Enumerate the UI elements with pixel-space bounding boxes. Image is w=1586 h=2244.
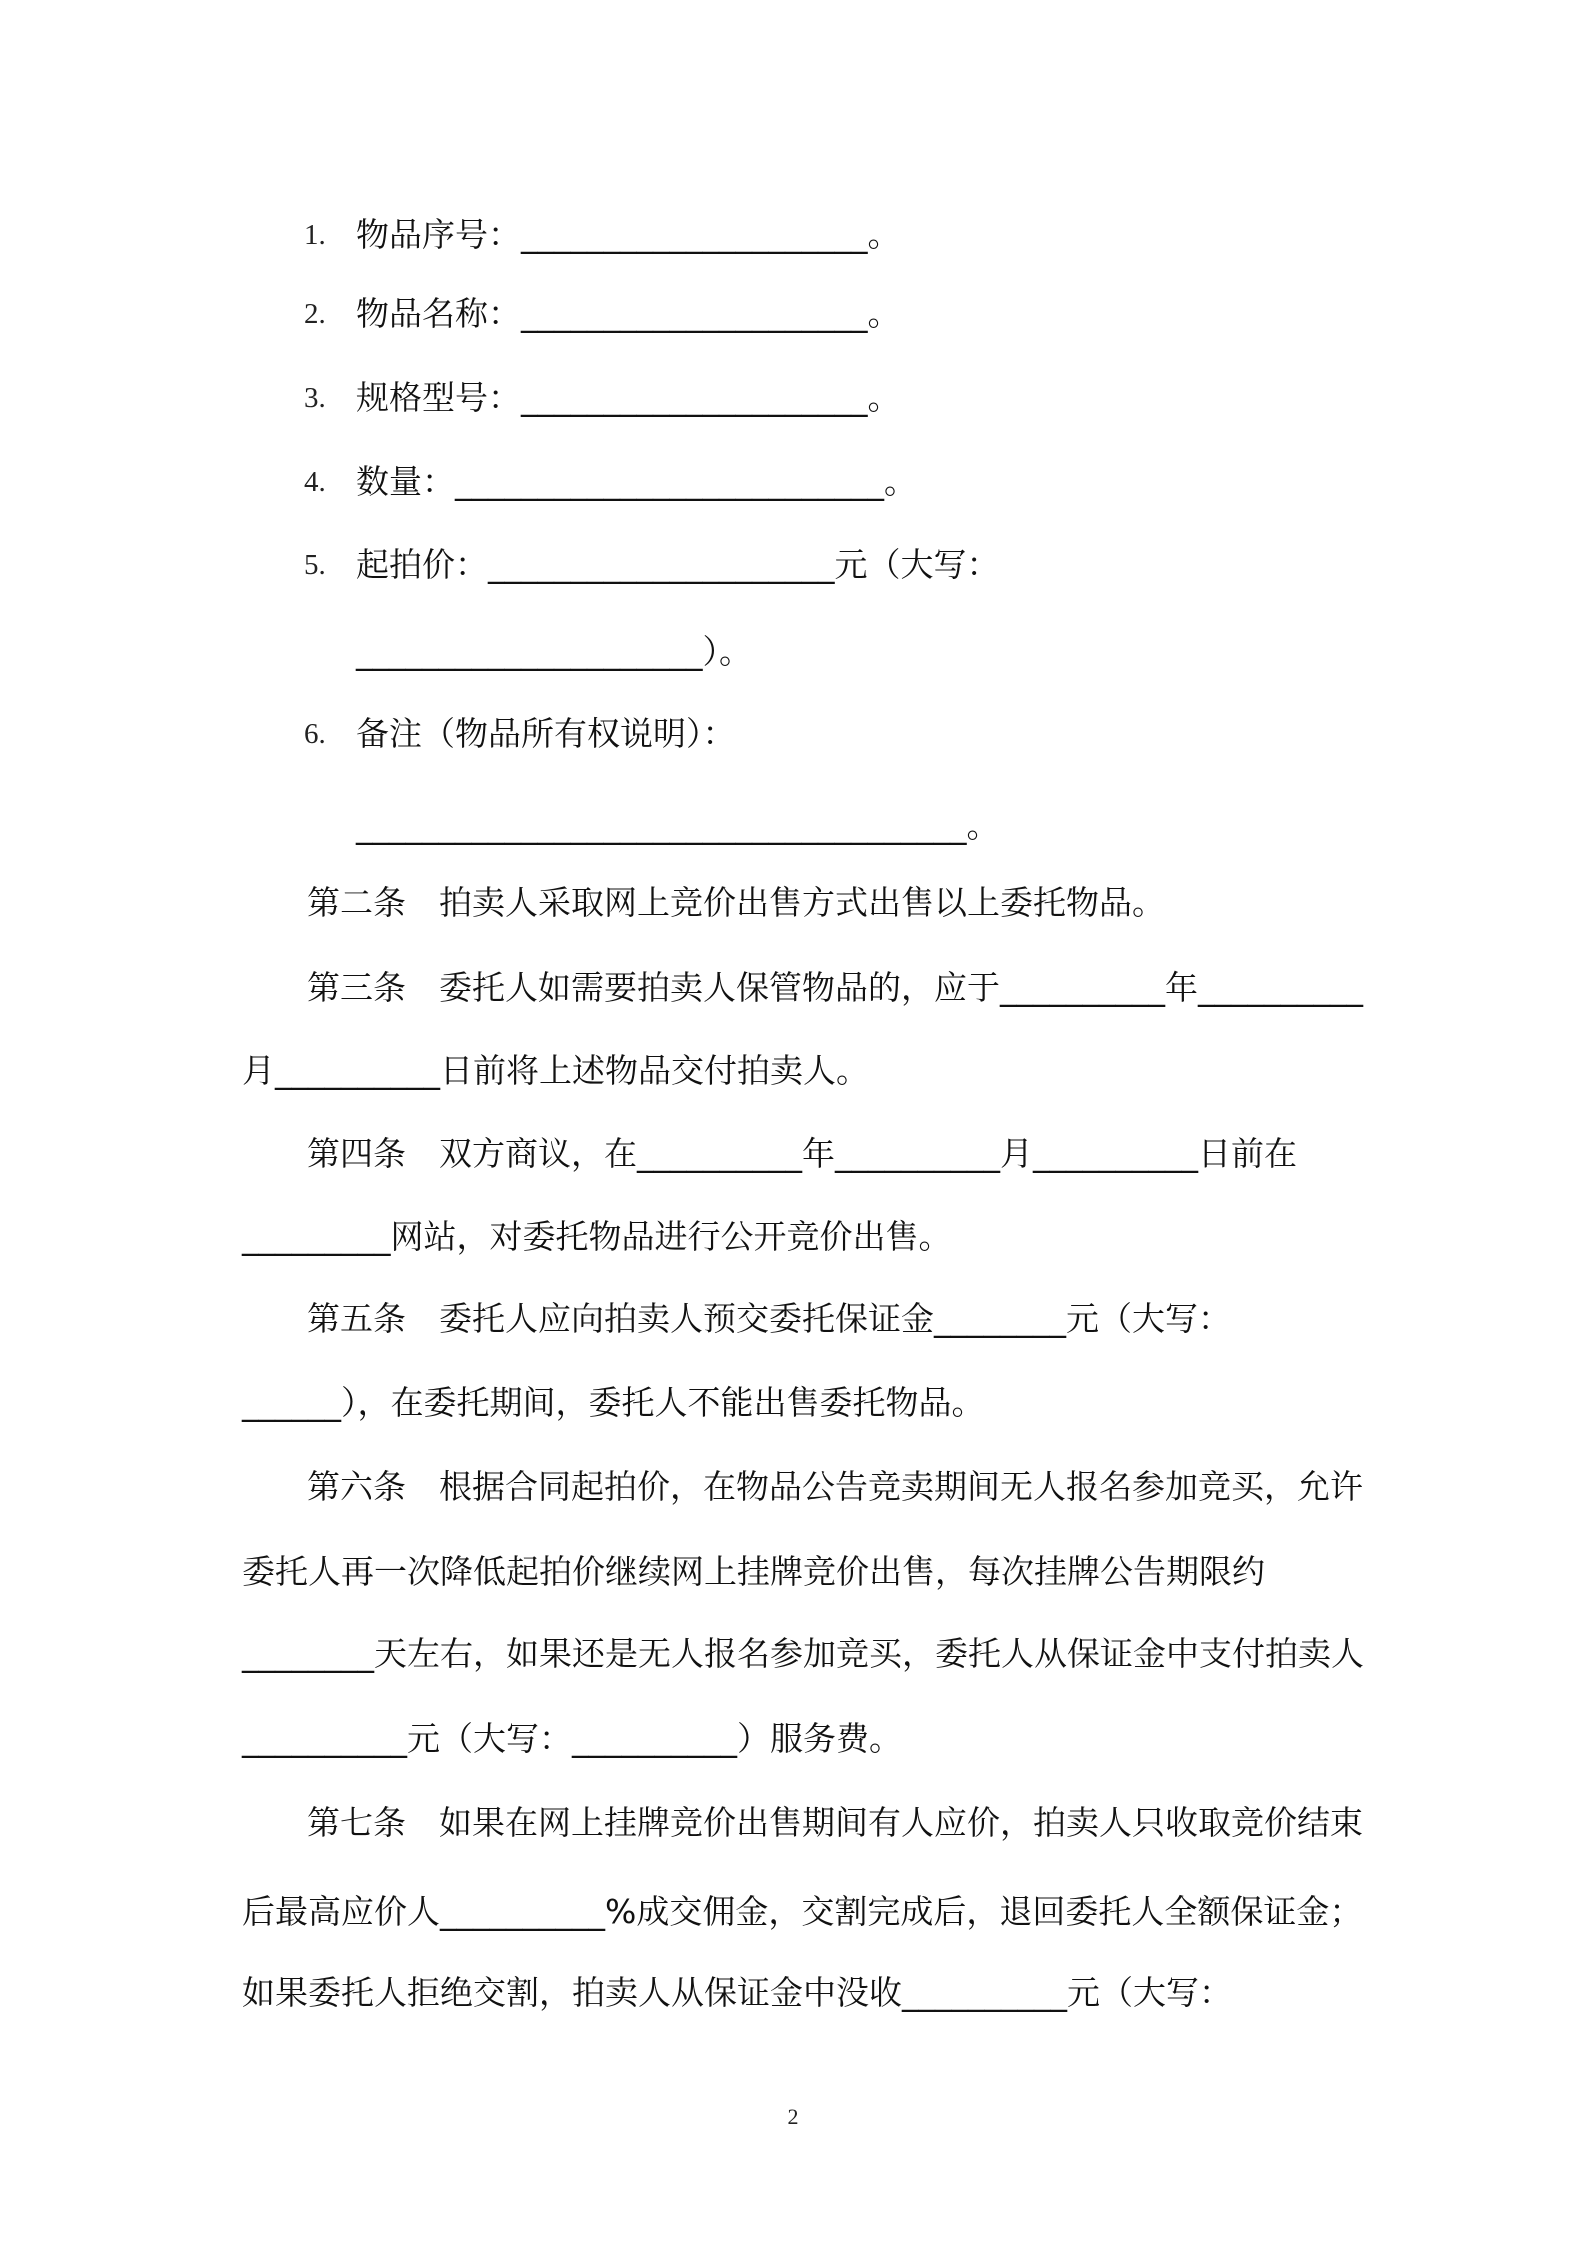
item-2-text: 物品名称：_____________________。 [356, 294, 901, 333]
article-6-line-2: 委托人再一次降低起拍价继续网上挂牌竞价出售，每次挂牌公告期限约 [242, 1552, 1265, 1591]
item-6-continuation: _____________________________________。 [356, 806, 1000, 845]
item-1-number: 1. [304, 219, 326, 251]
article-6-line-3: ________天左右，如果还是无人报名参加竞买，委托人从保证金中支付拍卖人 [242, 1634, 1364, 1673]
article-4-line-2: _________网站，对委托物品进行公开竞价出售。 [242, 1217, 952, 1256]
article-5-line-1: 第五条 委托人应向拍卖人预交委托保证金________元（大写： [307, 1299, 1231, 1338]
article-3-line-2: 月__________日前将上述物品交付拍卖人。 [242, 1051, 869, 1090]
article-5-line-2: ______），在委托期间，委托人不能出售委托物品。 [242, 1383, 985, 1422]
article-3-line-1: 第三条 委托人如需要拍卖人保管物品的，应于__________年__________ [307, 968, 1363, 1007]
item-6-number: 6. [304, 718, 326, 750]
item-3-text: 规格型号：_____________________。 [356, 378, 901, 417]
article-7-line-2: 后最高应价人__________%成交佣金，交割完成后，退回委托人全额保证金； [242, 1892, 1363, 1931]
item-1-text: 物品序号：_____________________。 [356, 215, 901, 254]
item-5-continuation: _____________________）。 [356, 632, 752, 671]
item-4-text: 数量：__________________________。 [356, 462, 917, 501]
article-6-line-4: __________元（大写：__________）服务费。 [242, 1719, 902, 1758]
article-4-line-1: 第四条 双方商议，在__________年__________月__________日前在 [307, 1134, 1297, 1173]
article-7-line-3: 如果委托人拒绝交割，拍卖人从保证金中没收__________元（大写： [242, 1973, 1232, 2012]
item-5-number: 5. [304, 549, 326, 581]
article-6-line-1: 第六条 根据合同起拍价，在物品公告竞卖期间无人报名参加竞买，允许 [307, 1467, 1363, 1506]
article-2-line-1: 第二条 拍卖人采取网上竞价出售方式出售以上委托物品。 [307, 883, 1165, 922]
item-6-text: 备注（物品所有权说明）： [356, 714, 736, 753]
item-5-text: 起拍价：_____________________元（大写： [356, 545, 1000, 584]
item-4-number: 4. [304, 466, 326, 498]
article-7-line-1: 第七条 如果在网上挂牌竞价出售期间有人应价，拍卖人只收取竞价结束 [307, 1803, 1363, 1842]
item-2-number: 2. [304, 298, 326, 330]
page-number: 2 [787, 2104, 799, 2129]
item-3-number: 3. [304, 382, 326, 414]
